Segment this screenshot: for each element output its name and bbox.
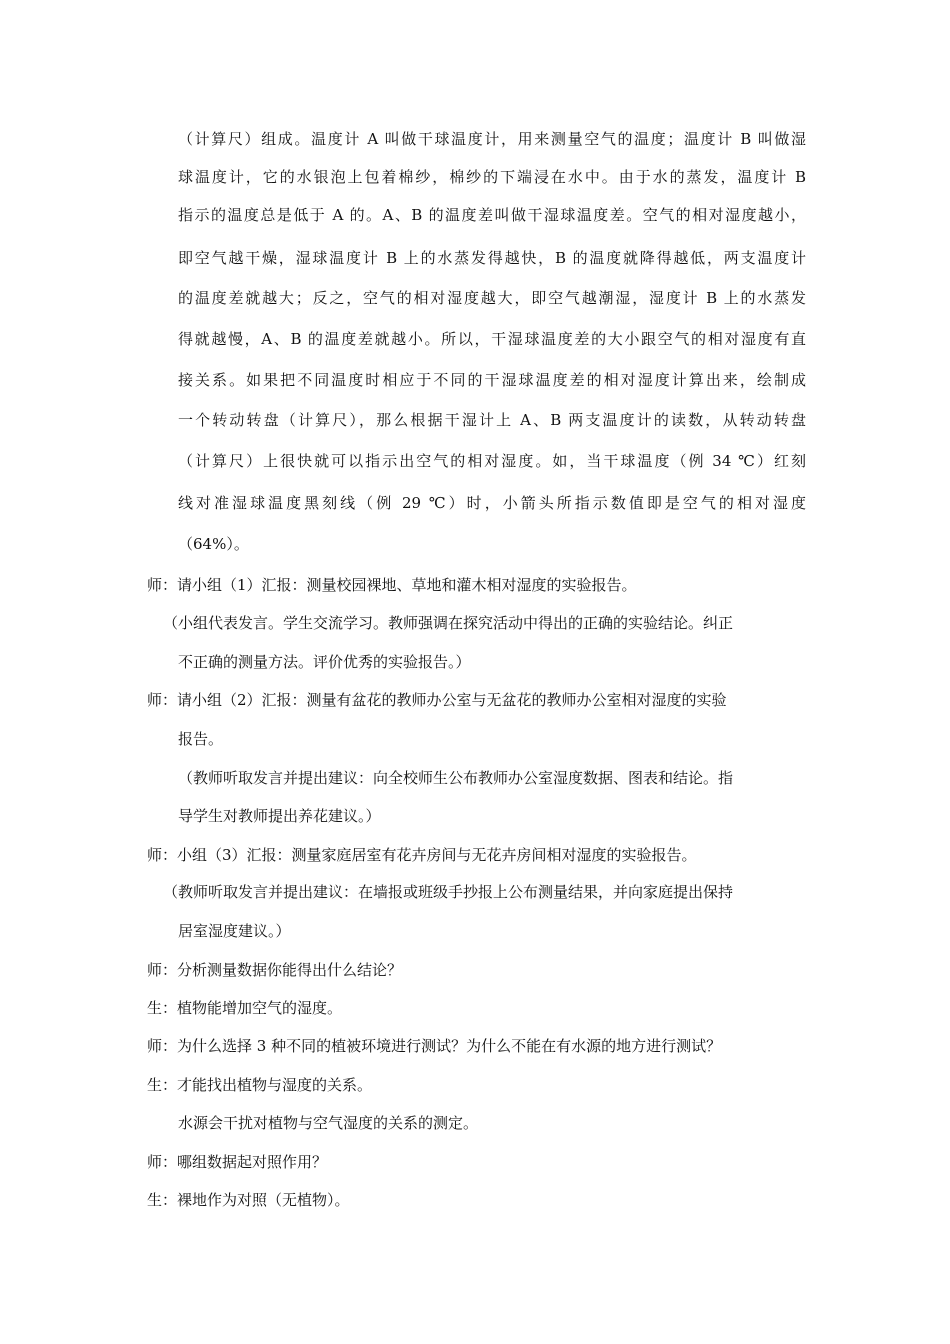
student-answer: 生：才能找出植物与湿度的关系。 <box>147 1076 373 1094</box>
note-line: （教师听取发言并提出建议：在墙报或班级手抄报上公布测量结果，并向家庭提出保持 <box>163 883 734 901</box>
teacher-line: 师：小组（3）汇报：测量家庭居室有花卉房间与无花卉房间相对湿度的实验报告。 <box>147 846 697 864</box>
paragraph-line: （计算尺）上很快就可以指示出空气的相对湿度。如，当干球温度（例 34 ℃）红刻 <box>178 452 806 470</box>
student-answer: 生：裸地作为对照（无植物）。 <box>147 1191 350 1209</box>
paragraph-line: 指示的温度总是低于 A 的。A、B 的温度差叫做干湿球温度差。空气的相对湿度越小， <box>178 206 806 224</box>
paragraph-line: 线对准湿球温度黑刻线（例 29 ℃）时，小箭头所指示数值即是空气的相对湿度 <box>178 494 806 512</box>
paragraph-line: 球温度计，它的水银泡上包着棉纱，棉纱的下端浸在水中。由于水的蒸发，温度计 B <box>178 168 806 186</box>
note-line: （教师听取发言并提出建议：向全校师生公布教师办公室湿度数据、图表和结论。指 <box>178 769 734 787</box>
paragraph-line: 即空气越干燥，湿球温度计 B 上的水蒸发得越快，B 的温度就降得越低，两支温度计 <box>178 249 806 267</box>
paragraph-line: （计算尺）组成。温度计 A 叫做干球温度计，用来测量空气的温度；温度计 B 叫做湿 <box>178 130 806 148</box>
note-line: 导学生对教师提出养花建议。） <box>178 807 381 825</box>
student-answer: 生：植物能增加空气的湿度。 <box>147 999 343 1017</box>
paragraph-line: 得就越慢，A、B 的温度差就越小。所以，干湿球温度差的大小跟空气的相对湿度有直 <box>178 330 806 348</box>
note-line: （小组代表发言。学生交流学习。教师强调在探究活动中得出的正确的实验结论。纠正 <box>163 614 734 632</box>
paragraph-line: 接关系。如果把不同温度时相应于不同的干湿球温度差的相对湿度计算出来，绘制成 <box>178 371 806 389</box>
teacher-line: 师：请小组（2）汇报：测量有盆花的教师办公室与无盆花的教师办公室相对湿度的实验 <box>147 691 727 709</box>
teacher-line: 师：请小组（1）汇报：测量校园裸地、草地和灌木相对湿度的实验报告。 <box>147 576 637 594</box>
student-answer: 水源会干扰对植物与空气湿度的关系的测定。 <box>178 1114 479 1132</box>
teacher-question: 师：分析测量数据你能得出什么结论？ <box>147 961 403 979</box>
paragraph-line: 的温度差就越大；反之，空气的相对湿度越大，即空气越潮湿，湿度计 B 上的水蒸发 <box>178 289 806 307</box>
teacher-line: 报告。 <box>178 730 224 748</box>
paragraph-line: 一个转动转盘（计算尺），那么根据干湿计上 A、B 两支温度计的读数，从转动转盘 <box>178 411 806 429</box>
paragraph-line: （64%）。 <box>178 535 249 553</box>
note-line: 居室湿度建议。） <box>178 922 291 940</box>
note-line: 不正确的测量方法。评价优秀的实验报告。） <box>178 653 471 671</box>
teacher-question: 师：哪组数据起对照作用？ <box>147 1153 328 1171</box>
teacher-question: 师：为什么选择 3 种不同的植被环境进行测试？为什么不能在有水源的地方进行测试？ <box>147 1037 722 1055</box>
